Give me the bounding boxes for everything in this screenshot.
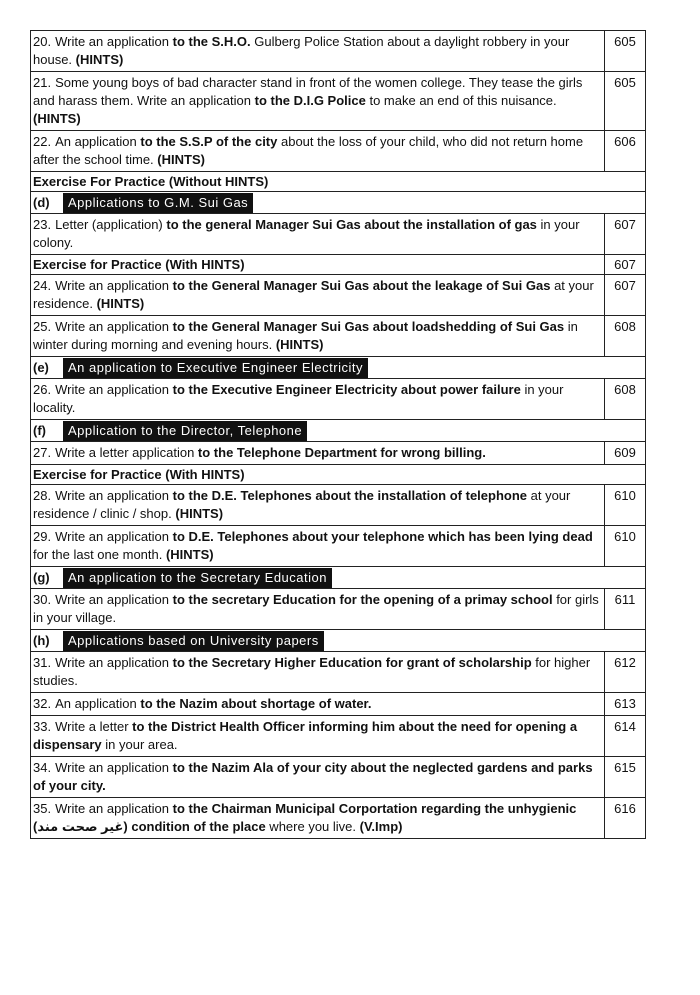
entry-bold-text: to the Executive Engineer Electricity about power failure — [172, 382, 521, 397]
entry-text-rest: to make an end of this nuisance. — [365, 93, 557, 108]
page-number: 615 — [614, 760, 636, 775]
entry-text: Write an application — [55, 760, 173, 775]
page-number: 610 — [614, 529, 636, 544]
entry-number: 20. — [33, 34, 52, 49]
entry-30 — [30, 589, 646, 630]
entry-text: Write a letter — [55, 719, 133, 734]
page-number: 616 — [614, 801, 636, 816]
entry-24 — [30, 275, 646, 316]
entry-text-rest: for higher studies. — [33, 655, 591, 688]
section-g — [30, 567, 646, 589]
entry-29 — [30, 526, 646, 567]
entry-text: Letter (application) — [55, 217, 167, 232]
entry-bold-text: to the General Manager Sui Gas about the leakage of Sui Gas — [172, 278, 551, 293]
entry-text-rest: at your residence / clinic / shop. — [33, 488, 571, 521]
page-number: 610 — [614, 488, 636, 503]
page-number: 605 — [614, 75, 636, 90]
entry-34 — [30, 757, 646, 798]
page-number: 611 — [614, 592, 636, 607]
entry-number: 31. — [33, 655, 52, 670]
section-title: An application to the Secretary Education — [63, 568, 332, 588]
entry-hint: (V.Imp) — [359, 819, 403, 834]
page-number: 607 — [614, 257, 636, 272]
entry-number: 25. — [33, 319, 52, 334]
entry-text: Write an application — [55, 382, 173, 397]
section-h — [30, 630, 646, 652]
entry-number: 30. — [33, 592, 52, 607]
page-number: 608 — [614, 319, 636, 334]
contents-table — [30, 30, 646, 839]
entry-text: Write an application — [55, 529, 173, 544]
page-number: 613 — [614, 696, 636, 711]
entry-hint: (HINTS) — [165, 547, 214, 562]
entry-hint: (HINTS) — [75, 52, 124, 67]
entry-32 — [30, 693, 646, 716]
entry-23 — [30, 214, 646, 255]
entry-text: Write an application — [55, 488, 173, 503]
section-title: An application to Executive Engineer Electricity — [63, 358, 368, 378]
entry-hint: (HINTS) — [157, 152, 205, 167]
entry-hint: (HINTS) — [275, 337, 324, 352]
entry-bold-text: to the Nazim Ala of your city about the neglected gardens and parks of your city. — [33, 760, 593, 793]
section-letter: (f) — [33, 422, 46, 438]
section-letter: (e) — [33, 359, 49, 375]
entry-text-rest: at your residence. — [33, 278, 594, 311]
entry-bold-text: to the general Manager Sui Gas about the installation of gas — [166, 217, 537, 232]
entry-text-rest: for the last one month. — [33, 547, 166, 562]
entry-number: 33. — [33, 719, 52, 734]
page-number: 607 — [614, 217, 636, 232]
entry-number: 34. — [33, 760, 52, 775]
entry-35 — [30, 798, 646, 839]
entry-bold-text: to D.E. Telephones about your telephone which has been lying dead — [172, 529, 593, 544]
page-number: 612 — [614, 655, 636, 670]
entry-hint: (HINTS) — [33, 111, 81, 126]
entry-text: Write an application — [55, 319, 173, 334]
entry-number: 22. — [33, 134, 52, 149]
page-number: 614 — [614, 719, 636, 734]
entry-text: Write an application — [55, 34, 173, 49]
entry-33 — [30, 716, 646, 757]
page-number: 606 — [614, 134, 636, 149]
entry-text: Write an application — [55, 278, 173, 293]
section-title: Application to the Director, Telephone — [63, 421, 307, 441]
entry-bold-text: to the Secretary Higher Education for grant of scholarship — [172, 655, 532, 670]
entry-text-rest: Gulberg Police Station about a daylight robbery in your house. — [33, 34, 570, 67]
entry-text-rest: for girls in your village. — [33, 592, 599, 625]
section-title: Applications to G.M. Sui Gas — [63, 193, 253, 213]
entry-text-rest: in winter during morning and evening hours. — [33, 319, 578, 352]
entry-21 — [30, 72, 646, 131]
entry-25 — [30, 316, 646, 357]
section-letter: (d) — [33, 194, 50, 210]
heading-practice-with-hints-2: Exercise for Practice (With HINTS) — [30, 465, 646, 485]
entry-bold-text: to the Nazim about shortage of water. — [140, 696, 372, 711]
entry-text: Write an application — [55, 655, 173, 670]
page-number: 605 — [614, 34, 636, 49]
entry-text-rest: in your colony. — [33, 217, 580, 250]
entry-text-rest: about the loss of your child, who did not return home after the school time. — [33, 134, 584, 167]
section-letter: (g) — [33, 569, 50, 585]
entry-text: Some young boys of bad character stand in front of the women college. They tease the girls and harass them. Write an application — [33, 75, 583, 108]
entry-number: 35. — [33, 801, 52, 816]
entry-27 — [30, 442, 646, 465]
page-number: 607 — [614, 278, 636, 293]
entry-number: 29. — [33, 529, 52, 544]
entry-text: Write an application — [55, 592, 173, 607]
heading-practice-with-hints — [30, 255, 646, 275]
entry-hint: (HINTS) — [96, 296, 145, 311]
entry-number: 26. — [33, 382, 52, 397]
entry-text-rest: where you live. — [265, 819, 360, 834]
entry-hint: (HINTS) — [175, 506, 224, 521]
page-number: 609 — [614, 445, 636, 460]
entry-number: 23. — [33, 217, 52, 232]
entry-text: An application — [55, 134, 141, 149]
entry-bold-text: to the D.I.G Police — [254, 93, 366, 108]
heading-text: Exercise for Practice (With HINTS) — [31, 255, 605, 274]
entry-bold-text: to the secretary Education for the opening of a primay school — [172, 592, 553, 607]
section-title: Applications based on University papers — [63, 631, 324, 651]
entry-26 — [30, 379, 646, 420]
entry-number: 21. — [33, 75, 52, 90]
section-f — [30, 420, 646, 442]
entry-number: 24. — [33, 278, 52, 293]
entry-text: Write a letter application — [55, 445, 198, 460]
entry-bold-text: to the D.E. Telephones about the installation of telephone — [172, 488, 528, 503]
entry-text: An application — [55, 696, 141, 711]
entry-bold-text: to the District Health Officer informing him about the need for opening a dispensary — [33, 719, 578, 752]
entry-bold-text: to the S.H.O. — [172, 34, 251, 49]
entry-22 — [30, 131, 646, 172]
entry-text-rest: in your locality. — [33, 382, 564, 415]
entry-text-rest: in your area. — [101, 737, 178, 752]
entry-28 — [30, 485, 646, 526]
entry-bold-text: to the Chairman Municipal Corportation regarding the unhygienic (غیر صحت مند) condition of the place — [33, 801, 577, 834]
entry-31 — [30, 652, 646, 693]
section-d — [30, 192, 646, 214]
entry-bold-text: to the S.S.P of the city — [140, 134, 278, 149]
heading-practice-without-hints: Exercise For Practice (Without HINTS) — [30, 172, 646, 192]
entry-number: 28. — [33, 488, 52, 503]
entry-number: 27. — [33, 445, 52, 460]
entry-bold-text: to the General Manager Sui Gas about loadshedding of Sui Gas — [172, 319, 565, 334]
entry-text: Write an application — [55, 801, 173, 816]
section-letter: (h) — [33, 632, 50, 648]
entry-number: 32. — [33, 696, 52, 711]
entry-bold-text: to the Telephone Department for wrong billing. — [197, 445, 486, 460]
entry-20 — [30, 30, 646, 72]
page-number: 608 — [614, 382, 636, 397]
section-e — [30, 357, 646, 379]
